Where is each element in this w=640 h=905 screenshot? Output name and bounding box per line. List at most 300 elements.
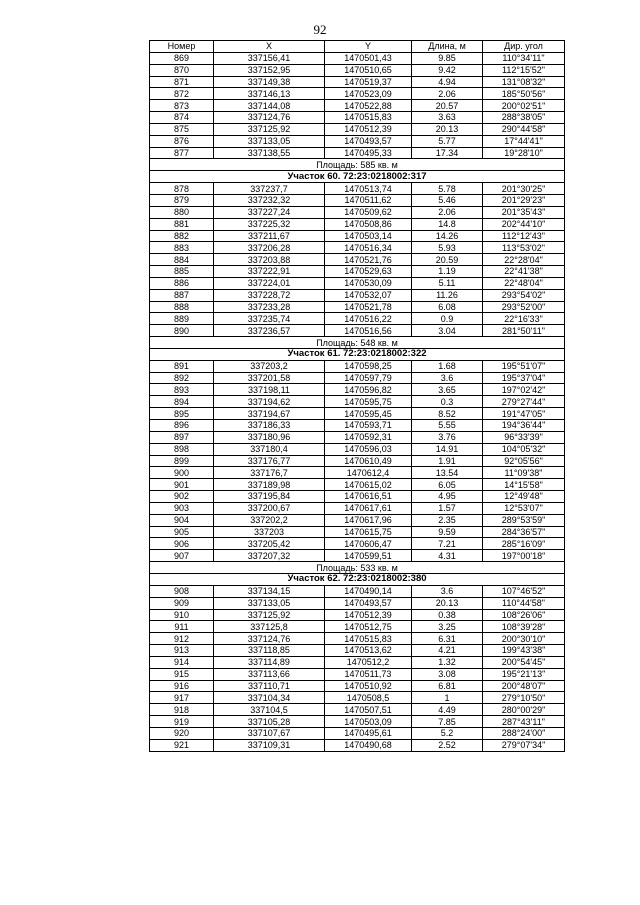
cell-y: 1470490,14 [325,585,412,597]
cell-angle: 287°43'11" [483,716,565,728]
cell-length: 2.52 [412,739,483,751]
cell-x: 337201,58 [214,372,325,384]
cell-angle: 110°44'58" [483,597,565,609]
cell-y: 1470510,65 [325,64,412,76]
cell-angle: 17°44'41" [483,135,565,147]
cell-x: 337236,57 [214,325,325,337]
cell-y: 1470615,75 [325,526,412,538]
cell-angle: 131°08'32" [483,76,565,88]
cell-angle: 22°48'04" [483,277,565,289]
cell-x: 337198,11 [214,384,325,396]
table-row [150,230,565,242]
cell-x: 337186,33 [214,420,325,432]
table-row [150,206,565,218]
cell-angle: 112°12'43" [483,230,565,242]
cell-x: 337207,32 [214,550,325,562]
cell-number: 886 [150,277,214,289]
cell-y: 1470512,39 [325,609,412,621]
cell-x: 337110,71 [214,680,325,692]
cell-number: 885 [150,266,214,278]
header-x: X [214,41,325,53]
cell-y: 1470595,45 [325,408,412,420]
table-row [150,76,565,88]
cell-angle: 194°36'44" [483,420,565,432]
cell-angle: 197°02'42" [483,384,565,396]
cell-length: 5.11 [412,277,483,289]
cell-x: 337124,76 [214,633,325,645]
cell-length: 11.26 [412,289,483,301]
cell-number: 912 [150,633,214,645]
cell-x: 337134,15 [214,585,325,597]
cell-x: 337105,28 [214,716,325,728]
cell-x: 337194,67 [214,408,325,420]
cell-length: 0.3 [412,396,483,408]
table-row [150,64,565,76]
cell-length: 17.34 [412,147,483,159]
cell-y: 1470592,31 [325,431,412,443]
table-row [150,408,565,420]
table-row [150,313,565,325]
cell-x: 337206,28 [214,242,325,254]
cell-y: 1470508,5 [325,692,412,704]
cell-length: 20.13 [412,597,483,609]
cell-length: 14.8 [412,218,483,230]
coordinates-table [149,40,565,752]
cell-number: 889 [150,313,214,325]
header-y: Y [325,41,412,53]
cell-number: 870 [150,64,214,76]
cell-y: 1470503,14 [325,230,412,242]
table-row [150,266,565,278]
cell-y: 1470593,71 [325,420,412,432]
cell-x: 337176,7 [214,467,325,479]
cell-x: 337138,55 [214,147,325,159]
table-header-row [150,41,565,53]
cell-number: 919 [150,716,214,728]
cell-number: 909 [150,597,214,609]
cell-angle: 19°28'10" [483,147,565,159]
table-row [150,739,565,751]
cell-x: 337104,5 [214,704,325,716]
cell-angle: 200°54'45" [483,656,565,668]
cell-x: 337205,42 [214,538,325,550]
cell-number: 898 [150,443,214,455]
cell-y: 1470529,63 [325,266,412,278]
cell-length: 6.05 [412,479,483,491]
cell-x: 337180,4 [214,443,325,455]
cell-angle: 191°47'05" [483,408,565,420]
cell-x: 337222,91 [214,266,325,278]
cell-angle: 107°46'52" [483,585,565,597]
cell-x: 337125,8 [214,621,325,633]
table-row [150,727,565,739]
cell-angle: 284°36'57" [483,526,565,538]
table-body [150,52,565,751]
cell-y: 1470617,61 [325,502,412,514]
cell-angle: 201°35'43" [483,206,565,218]
cell-number: 903 [150,502,214,514]
cell-number: 890 [150,325,214,337]
cell-y: 1470596,03 [325,443,412,455]
table-row [150,467,565,479]
cell-x: 337144,08 [214,100,325,112]
cell-x: 337227,24 [214,206,325,218]
cell-length: 1 [412,692,483,704]
cell-length: 4.21 [412,645,483,657]
section-header-row [150,171,565,183]
cell-x: 337149,38 [214,76,325,88]
cell-length: 1.91 [412,455,483,467]
area-summary: Площадь: 585 кв. м [150,159,565,171]
cell-length: 4.94 [412,76,483,88]
cell-y: 1470509,62 [325,206,412,218]
cell-length: 4.31 [412,550,483,562]
cell-x: 337109,31 [214,739,325,751]
cell-y: 1470610,49 [325,455,412,467]
cell-angle: 279°27'44" [483,396,565,408]
cell-angle: 201°30'25" [483,183,565,195]
cell-number: 883 [150,242,214,254]
cell-angle: 11°09'38" [483,467,565,479]
cell-length: 1.57 [412,502,483,514]
cell-angle: 22°16'33" [483,313,565,325]
cell-number: 911 [150,621,214,633]
cell-y: 1470523,09 [325,88,412,100]
area-summary-row [150,337,565,349]
table-row [150,443,565,455]
area-summary-row [150,562,565,574]
cell-number: 880 [150,206,214,218]
cell-length: 3.04 [412,325,483,337]
table-row [150,384,565,396]
table-row [150,277,565,289]
cell-angle: 92°05'56" [483,455,565,467]
cell-angle: 279°10'50" [483,692,565,704]
cell-length: 2.35 [412,514,483,526]
cell-number: 920 [150,727,214,739]
cell-x: 337113,66 [214,668,325,680]
cell-y: 1470532,07 [325,289,412,301]
cell-y: 1470521,78 [325,301,412,313]
cell-y: 1470515,83 [325,112,412,124]
cell-angle: 200°02'51" [483,100,565,112]
cell-angle: 289°53'59" [483,514,565,526]
cell-number: 921 [150,739,214,751]
cell-number: 907 [150,550,214,562]
cell-x: 337189,98 [214,479,325,491]
table-row [150,112,565,124]
cell-x: 337203 [214,526,325,538]
cell-angle: 14°15'58" [483,479,565,491]
cell-length: 0.38 [412,609,483,621]
cell-length: 20.13 [412,123,483,135]
cell-length: 3.65 [412,384,483,396]
cell-y: 1470617,96 [325,514,412,526]
cell-number: 882 [150,230,214,242]
table-row [150,680,565,692]
cell-y: 1470513,62 [325,645,412,657]
cell-number: 872 [150,88,214,100]
table-row [150,526,565,538]
cell-length: 1.19 [412,266,483,278]
area-summary-row [150,159,565,171]
cell-angle: 22°41'38" [483,266,565,278]
cell-x: 337233,28 [214,301,325,313]
cell-length: 9.59 [412,526,483,538]
cell-y: 1470512,2 [325,656,412,668]
cell-angle: 201°29'23" [483,194,565,206]
table-row [150,88,565,100]
cell-angle: 108°39'28" [483,621,565,633]
cell-y: 1470493,57 [325,597,412,609]
cell-number: 884 [150,254,214,266]
cell-number: 891 [150,360,214,372]
cell-number: 910 [150,609,214,621]
table-row [150,479,565,491]
cell-length: 6.08 [412,301,483,313]
cell-angle: 281°50'11" [483,325,565,337]
cell-y: 1470606,47 [325,538,412,550]
cell-y: 1470519,37 [325,76,412,88]
table-row [150,692,565,704]
cell-length: 0.9 [412,313,483,325]
cell-length: 3.76 [412,431,483,443]
cell-number: 918 [150,704,214,716]
cell-length: 5.93 [412,242,483,254]
header-number: Номер [150,41,214,53]
cell-length: 4.49 [412,704,483,716]
table-row [150,52,565,64]
cell-y: 1470530,09 [325,277,412,289]
cell-y: 1470516,22 [325,313,412,325]
cell-y: 1470507,51 [325,704,412,716]
area-summary: Площадь: 533 кв. м [150,562,565,574]
cell-angle: 195°51'07" [483,360,565,372]
cell-y: 1470516,34 [325,242,412,254]
cell-y: 1470511,73 [325,668,412,680]
table-row [150,218,565,230]
section-header-row [150,573,565,585]
cell-length: 9.85 [412,52,483,64]
cell-x: 337228,72 [214,289,325,301]
cell-x: 337180,96 [214,431,325,443]
cell-angle: 195°37'04" [483,372,565,384]
cell-x: 337124,76 [214,112,325,124]
cell-length: 14.91 [412,443,483,455]
cell-number: 871 [150,76,214,88]
cell-number: 914 [150,656,214,668]
cell-x: 337237,7 [214,183,325,195]
cell-length: 3.25 [412,621,483,633]
cell-length: 2.06 [412,206,483,218]
cell-number: 916 [150,680,214,692]
header-length: Длина, м [412,41,483,53]
table-row [150,183,565,195]
cell-angle: 285°16'09" [483,538,565,550]
table-row [150,609,565,621]
cell-length: 5.46 [412,194,483,206]
cell-angle: 185°50'56" [483,88,565,100]
table-row [150,301,565,313]
table-row [150,597,565,609]
cell-y: 1470511,62 [325,194,412,206]
table-row [150,455,565,467]
cell-y: 1470595,75 [325,396,412,408]
cell-angle: 288°24'00" [483,727,565,739]
cell-number: 894 [150,396,214,408]
cell-length: 13.54 [412,467,483,479]
cell-y: 1470615,02 [325,479,412,491]
cell-angle: 12°49'48" [483,491,565,503]
cell-angle: 96°33'39" [483,431,565,443]
cell-y: 1470515,83 [325,633,412,645]
table-row [150,656,565,668]
cell-y: 1470495,61 [325,727,412,739]
cell-y: 1470513,74 [325,183,412,195]
cell-number: 875 [150,123,214,135]
table-row [150,704,565,716]
cell-length: 4.95 [412,491,483,503]
cell-x: 337125,92 [214,123,325,135]
section-title: Участок 60. 72:23:0218002:317 [150,171,565,183]
cell-y: 1470598,25 [325,360,412,372]
cell-x: 337225,32 [214,218,325,230]
table-row [150,254,565,266]
cell-number: 876 [150,135,214,147]
cell-x: 337176,77 [214,455,325,467]
table-row [150,325,565,337]
cell-y: 1470512,39 [325,123,412,135]
cell-number: 888 [150,301,214,313]
cell-y: 1470516,56 [325,325,412,337]
page-number: 92 [313,22,327,37]
cell-angle: 293°52'00" [483,301,565,313]
cell-length: 2.06 [412,88,483,100]
cell-number: 915 [150,668,214,680]
cell-angle: 199°43'38" [483,645,565,657]
cell-x: 337104,34 [214,692,325,704]
cell-x: 337232,32 [214,194,325,206]
cell-y: 1470501,43 [325,52,412,64]
cell-y: 1470495,33 [325,147,412,159]
cell-x: 337195,84 [214,491,325,503]
cell-length: 6.31 [412,633,483,645]
cell-angle: 279°07'34" [483,739,565,751]
cell-y: 1470612,4 [325,467,412,479]
table-row [150,491,565,503]
cell-number: 879 [150,194,214,206]
area-summary: Площадь: 548 кв. м [150,337,565,349]
table-row [150,135,565,147]
cell-length: 7.21 [412,538,483,550]
cell-x: 337200,67 [214,502,325,514]
table-row [150,668,565,680]
cell-x: 337156,41 [214,52,325,64]
cell-length: 1.68 [412,360,483,372]
cell-y: 1470616,51 [325,491,412,503]
table-row [150,621,565,633]
cell-x: 337133,05 [214,597,325,609]
cell-length: 14.26 [412,230,483,242]
cell-y: 1470597,79 [325,372,412,384]
table-row [150,360,565,372]
cell-x: 337114,89 [214,656,325,668]
cell-y: 1470503,09 [325,716,412,728]
cell-x: 337146,13 [214,88,325,100]
table-row [150,242,565,254]
cell-length: 5.55 [412,420,483,432]
cell-length: 3.6 [412,585,483,597]
cell-angle: 280°00'29" [483,704,565,716]
cell-number: 873 [150,100,214,112]
cell-number: 892 [150,372,214,384]
cell-number: 902 [150,491,214,503]
cell-x: 337118,85 [214,645,325,657]
cell-length: 5.2 [412,727,483,739]
header-angle: Дир. угол [483,41,565,53]
cell-y: 1470512,75 [325,621,412,633]
cell-number: 906 [150,538,214,550]
cell-number: 900 [150,467,214,479]
cell-angle: 110°34'11" [483,52,565,64]
table-row [150,123,565,135]
cell-number: 887 [150,289,214,301]
cell-number: 917 [150,692,214,704]
cell-number: 901 [150,479,214,491]
cell-angle: 200°48'07" [483,680,565,692]
cell-length: 8.52 [412,408,483,420]
cell-number: 881 [150,218,214,230]
cell-y: 1470493,57 [325,135,412,147]
cell-y: 1470521,76 [325,254,412,266]
cell-number: 893 [150,384,214,396]
cell-number: 899 [150,455,214,467]
cell-angle: 195°21'13" [483,668,565,680]
cell-length: 6.81 [412,680,483,692]
cell-number: 877 [150,147,214,159]
cell-angle: 197°00'18" [483,550,565,562]
cell-number: 908 [150,585,214,597]
table-row [150,633,565,645]
cell-length: 20.57 [412,100,483,112]
cell-y: 1470599,51 [325,550,412,562]
cell-x: 337125,92 [214,609,325,621]
cell-y: 1470508,86 [325,218,412,230]
cell-angle: 290°44'58" [483,123,565,135]
cell-y: 1470490,68 [325,739,412,751]
cell-length: 5.77 [412,135,483,147]
cell-length: 3.6 [412,372,483,384]
cell-length: 3.08 [412,668,483,680]
cell-length: 7.85 [412,716,483,728]
section-title: Участок 61. 72:23:0218002:322 [150,348,565,360]
table-row [150,372,565,384]
cell-x: 337211,67 [214,230,325,242]
cell-x: 337133,05 [214,135,325,147]
cell-number: 874 [150,112,214,124]
cell-number: 896 [150,420,214,432]
table-row [150,645,565,657]
cell-y: 1470510,92 [325,680,412,692]
section-title: Участок 62. 72:23:0218002:380 [150,573,565,585]
cell-angle: 108°26'06" [483,609,565,621]
cell-number: 869 [150,52,214,64]
table-row [150,538,565,550]
cell-length: 9.42 [412,64,483,76]
cell-number: 878 [150,183,214,195]
cell-x: 337203,88 [214,254,325,266]
cell-angle: 113°53'02" [483,242,565,254]
